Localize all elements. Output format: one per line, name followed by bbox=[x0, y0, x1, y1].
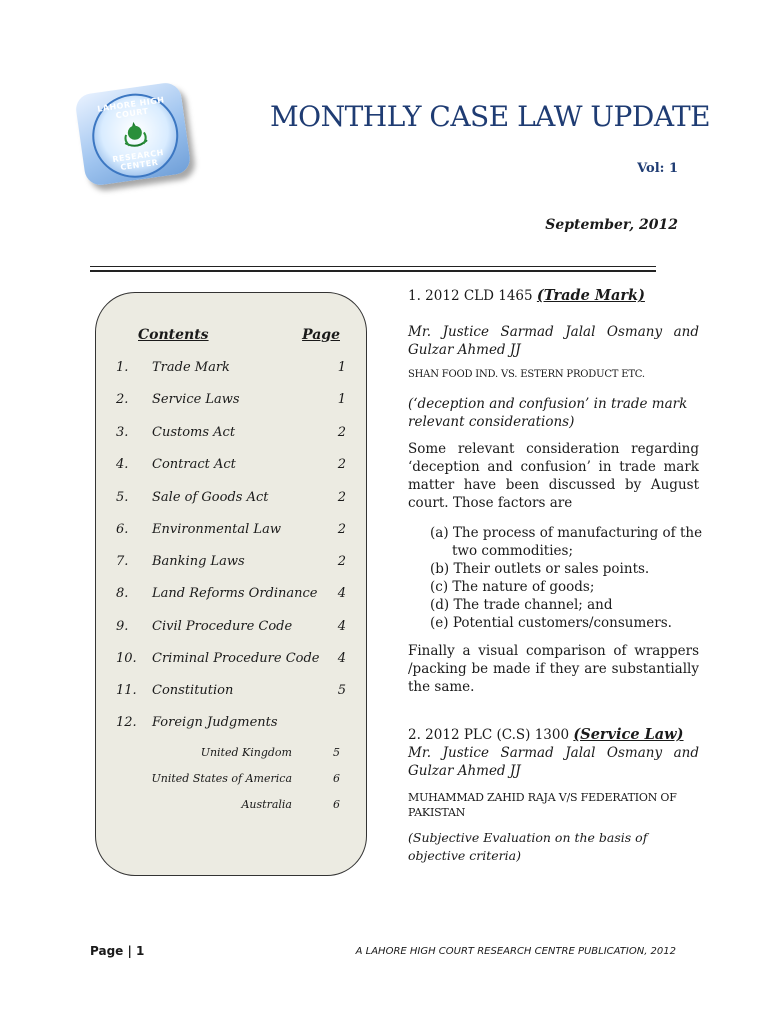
case1-bench: Mr. Justice Sarmad Jalal Osmany and Gulzar Ahmed JJ bbox=[408, 324, 699, 358]
item-label: Constitution bbox=[152, 683, 234, 698]
contents-item[interactable] bbox=[116, 490, 346, 510]
item-number: 8. bbox=[116, 586, 129, 601]
case1-list-item: (d) The trade channel; and bbox=[430, 597, 613, 613]
item-number: 4. bbox=[116, 457, 129, 472]
case1-list-item: (b) Their outlets or sales points. bbox=[430, 561, 650, 577]
case2-subject: (Subjective Evaluation on the basis of objective criteria) bbox=[408, 830, 648, 863]
case1-list-item: (c) The nature of goods; bbox=[430, 579, 595, 595]
item-label: Customs Act bbox=[152, 425, 236, 440]
case2-citation: 2. 2012 PLC (C.S) 1300 bbox=[408, 727, 570, 743]
item-number: 1. bbox=[116, 360, 129, 375]
case2-bench: Mr. Justice Sarmad Jalal Osmany and Gulzar Ahmed JJ bbox=[408, 745, 699, 779]
page-title: MONTHLY CASE LAW UPDATE bbox=[270, 100, 711, 133]
item-label: Foreign Judgments bbox=[152, 715, 278, 730]
contents-item[interactable] bbox=[116, 554, 346, 574]
subitem-label: United States of America bbox=[151, 772, 292, 785]
item-label: Trade Mark bbox=[152, 360, 230, 375]
item-number: 9. bbox=[116, 619, 129, 634]
item-label: Criminal Procedure Code bbox=[152, 651, 320, 666]
item-label: Banking Laws bbox=[152, 554, 245, 569]
case2-heading bbox=[408, 726, 699, 744]
item-number: 11. bbox=[116, 683, 137, 698]
footer-publication: A LAHORE HIGH COURT RESEARCH CENTRE PUBLICATION, 2012 bbox=[355, 946, 676, 957]
item-number: 12. bbox=[116, 715, 137, 730]
volume-label: Vol: 1 bbox=[637, 161, 678, 176]
item-number: 3. bbox=[116, 425, 129, 440]
item-label: Environmental Law bbox=[152, 522, 281, 537]
header-rule-thick bbox=[90, 270, 656, 272]
case1-subject: (‘deception and confusion’ in trade mark relevant considerations) bbox=[408, 396, 688, 430]
contents-box bbox=[95, 292, 367, 876]
item-label: Land Reforms Ordinance bbox=[152, 586, 318, 601]
case1-list-item: (a) The process of manufacturing of the bbox=[430, 525, 703, 541]
item-label: Civil Procedure Code bbox=[152, 619, 293, 634]
contents-heading: Contents bbox=[138, 327, 209, 343]
contents-item[interactable] bbox=[116, 360, 346, 380]
item-number: 6. bbox=[116, 522, 129, 537]
case1-parties: SHAN FOOD IND. VS. ESTERN PRODUCT ETC. bbox=[408, 369, 645, 380]
case1-citation: 1. 2012 CLD 1465 bbox=[408, 288, 533, 304]
subitem-page: 6 bbox=[333, 798, 340, 811]
contents-item[interactable] bbox=[116, 392, 346, 412]
item-label: Sale of Goods Act bbox=[152, 490, 269, 505]
item-page: 1 bbox=[337, 392, 346, 407]
item-page: 2 bbox=[337, 457, 346, 472]
footer-page-number: Page | 1 bbox=[90, 944, 145, 958]
item-page: 1 bbox=[337, 360, 346, 375]
case2-category: (Service Law) bbox=[573, 726, 684, 743]
subitem-page: 5 bbox=[333, 746, 340, 759]
contents-item[interactable] bbox=[116, 522, 346, 542]
item-label: Service Laws bbox=[152, 392, 240, 407]
contents-item[interactable] bbox=[116, 619, 346, 639]
logo-text-bottom: RESEARCH CENTER bbox=[111, 147, 165, 173]
subitem-label: Australia bbox=[241, 798, 292, 811]
item-number: 2. bbox=[116, 392, 129, 407]
subitem-page: 6 bbox=[333, 772, 340, 785]
case1-heading bbox=[408, 287, 699, 305]
case1-body: Some relevant consideration regarding ‘deception and confusion’ in trade mark matter have been discussed by August court. Those factors are bbox=[408, 441, 699, 511]
issue-date: September, 2012 bbox=[545, 217, 678, 233]
contents-item[interactable] bbox=[116, 586, 346, 606]
item-label: Contract Act bbox=[152, 457, 236, 472]
item-page: 2 bbox=[337, 425, 346, 440]
item-page: 4 bbox=[337, 586, 346, 601]
item-page: 4 bbox=[337, 651, 346, 666]
case1-list-item: (e) Potential customers/consumers. bbox=[430, 615, 672, 631]
item-number: 7. bbox=[116, 554, 129, 569]
case1-category: (Trade Mark) bbox=[536, 287, 645, 304]
item-number: 5. bbox=[116, 490, 129, 505]
item-page: 2 bbox=[337, 490, 346, 505]
page-heading: Page bbox=[302, 327, 340, 343]
logo-emblem-circle bbox=[87, 88, 184, 183]
contents-item[interactable] bbox=[116, 651, 346, 671]
scales-emblem-icon bbox=[119, 118, 151, 152]
contents-item[interactable] bbox=[116, 715, 346, 735]
contents-item[interactable] bbox=[116, 683, 346, 703]
contents-item[interactable] bbox=[116, 457, 346, 477]
header-rule bbox=[90, 266, 656, 267]
item-page: 4 bbox=[337, 619, 346, 634]
subitem-label: United Kingdom bbox=[200, 746, 292, 759]
logo-text-top: LAHORE HIGH COURT bbox=[96, 95, 165, 121]
item-page: 2 bbox=[337, 522, 346, 537]
item-page: 2 bbox=[337, 554, 346, 569]
item-page: 5 bbox=[337, 683, 346, 698]
case2-parties: MUHAMMAD ZAHID RAJA V/S FEDERATION OF PAKISTAN bbox=[408, 791, 677, 819]
item-number: 10. bbox=[116, 651, 137, 666]
case1-list-item: two commodities; bbox=[452, 543, 573, 559]
contents-item[interactable] bbox=[116, 425, 346, 445]
case1-closing: Finally a visual comparison of wrappers /packing be made if they are substantially the same. bbox=[408, 643, 699, 695]
court-logo bbox=[74, 81, 192, 187]
